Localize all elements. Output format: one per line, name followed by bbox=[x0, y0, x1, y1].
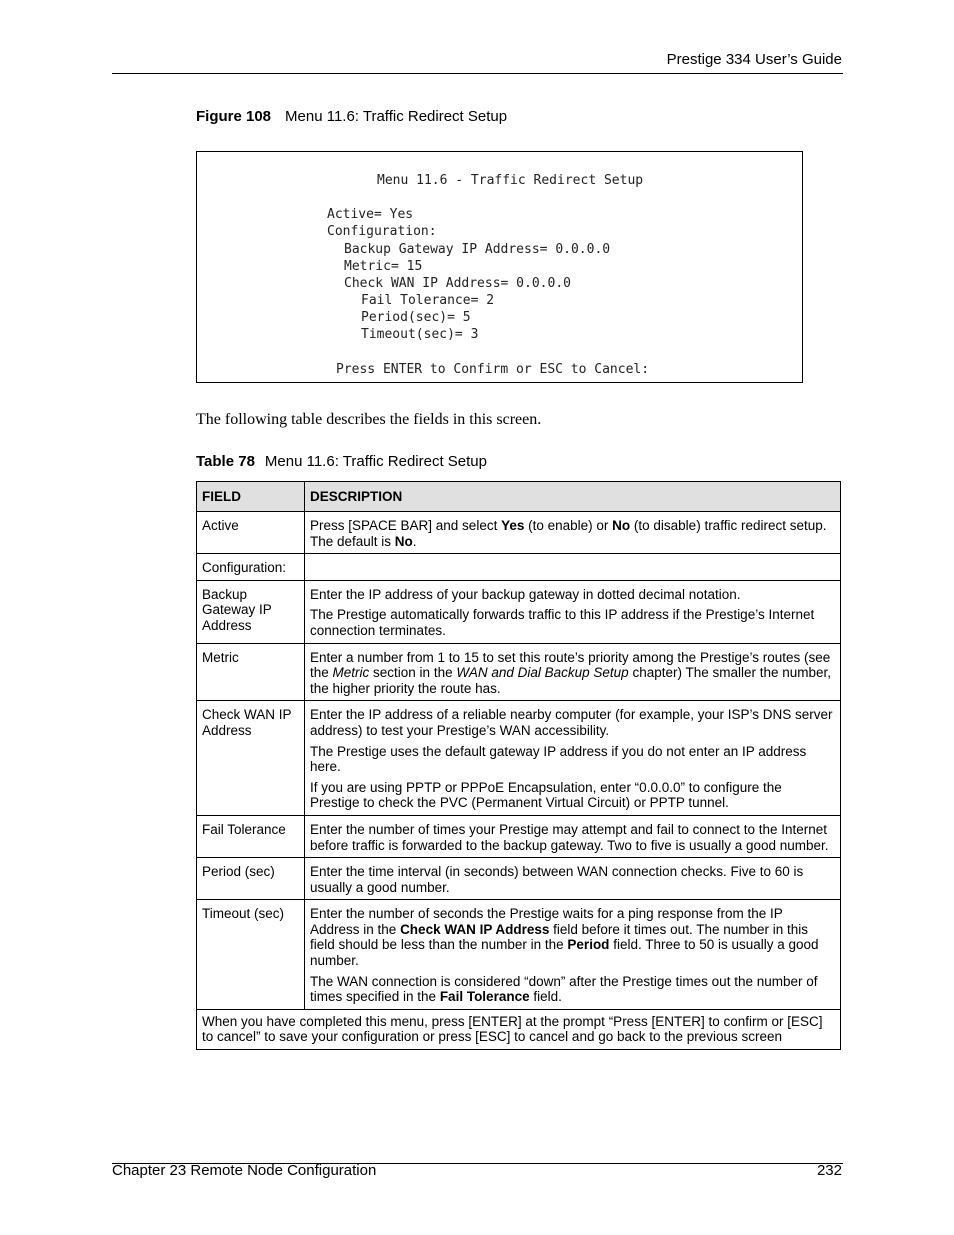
completion-note: When you have completed this menu, press [ENTER] at the prompt “Press [ENTER] to confirm or [ESC] to cancel” to save your configuration or press [ESC] to cancel and go back to the previous screen bbox=[197, 1009, 841, 1049]
field-name-cell: Fail Tolerance bbox=[197, 815, 305, 857]
table-row bbox=[197, 815, 841, 857]
description-paragraph: Enter the number of times your Prestige may attempt and fail to connect to the Internet before traffic is forwarded to the backup gateway. Two to five is usually a good number. bbox=[310, 821, 829, 853]
table-title: Menu 11.6: Traffic Redirect Setup bbox=[264, 453, 487, 470]
figure-title: Menu 11.6: Traffic Redirect Setup bbox=[285, 108, 508, 125]
terminal-active: Active= Yes bbox=[327, 207, 414, 222]
field-description-cell bbox=[305, 900, 841, 1010]
description-paragraph: Enter a number from 1 to 15 to set this route’s priority among the Prestige’s routes (see the Metric section in the WAN and Dial Backup Setup chapter) The smaller the number, the higher priority the route has. bbox=[310, 649, 832, 696]
field-description-cell bbox=[305, 554, 841, 581]
table-row bbox=[197, 858, 841, 900]
header-divider bbox=[112, 73, 843, 74]
table-caption bbox=[196, 453, 487, 470]
terminal-backup-gateway: Backup Gateway IP Address= 0.0.0.0 bbox=[344, 242, 611, 257]
field-description-cell bbox=[305, 512, 841, 554]
description-paragraph: Enter the time interval (in seconds) between WAN connection checks. Five to 60 is usually a good number. bbox=[310, 864, 804, 895]
page-number: 232 bbox=[816, 1162, 842, 1179]
table-header-row bbox=[197, 482, 841, 512]
header-title: Prestige 334 User’s Guide bbox=[666, 51, 842, 68]
description-paragraph: Enter the number of seconds the Prestige waits for a ping response from the IP Address in the Check WAN IP Address field before it times out. The number in this field should be less than the number in the Period field. Three to 50 is usually a good number. bbox=[310, 906, 819, 969]
table-body bbox=[197, 512, 841, 1050]
footer-chapter: Chapter 23 Remote Node Configuration bbox=[112, 1162, 377, 1179]
description-paragraph: Enter the IP address of a reliable nearby computer (for example, your ISP’s DNS server address) to test your Prestige’s WAN accessibility. bbox=[310, 707, 833, 738]
field-description-cell bbox=[305, 580, 841, 643]
table-row bbox=[197, 512, 841, 554]
field-description-cell bbox=[305, 815, 841, 857]
field-name-cell: Configuration: bbox=[197, 554, 305, 581]
field-name-cell: Timeout (sec) bbox=[197, 900, 305, 1010]
field-description-table bbox=[196, 481, 841, 1050]
terminal-check-wan-ip: Check WAN IP Address= 0.0.0.0 bbox=[344, 276, 571, 291]
field-description-cell bbox=[305, 643, 841, 701]
table-row bbox=[197, 900, 841, 1010]
figure-label: Figure 108 bbox=[196, 108, 272, 125]
figure-caption bbox=[196, 108, 507, 125]
description-paragraph: Enter the IP address of your backup gateway in dotted decimal notation. bbox=[310, 586, 741, 602]
table-label: Table 78 bbox=[196, 453, 255, 470]
header-field: FIELD bbox=[197, 482, 305, 512]
description-paragraph: If you are using PPTP or PPPoE Encapsulation, enter “0.0.0.0” to configure the Prestige to check the PVC (Permanent Virtual Circuit) or PPTP tunnel. bbox=[310, 779, 782, 811]
table-row bbox=[197, 554, 841, 581]
table-footer-row bbox=[197, 1009, 841, 1049]
terminal-screen bbox=[196, 151, 803, 383]
field-name-cell: Active bbox=[197, 512, 305, 554]
field-name-cell: Period (sec) bbox=[197, 858, 305, 900]
description-paragraph: The WAN connection is considered “down” after the Prestige times out the number of times specified in the Fail Tolerance field. bbox=[310, 973, 818, 1005]
description-paragraph: Press [SPACE BAR] and select Yes (to enable) or No (to disable) traffic redirect setup. The default is No. bbox=[310, 518, 827, 549]
intro-paragraph: The following table describes the fields in this screen. bbox=[196, 411, 542, 428]
terminal-period: Period(sec)= 5 bbox=[361, 310, 471, 325]
field-name-cell: Check WAN IP Address bbox=[197, 701, 305, 816]
terminal-prompt: Press ENTER to Confirm or ESC to Cancel: bbox=[336, 362, 650, 377]
field-name-cell: Metric bbox=[197, 643, 305, 701]
terminal-configuration: Configuration: bbox=[327, 224, 437, 239]
description-paragraph: The Prestige uses the default gateway IP address if you do not enter an IP address here. bbox=[310, 743, 807, 775]
description-paragraph: The Prestige automatically forwards traffic to this IP address if the Prestige’s Internet connection terminates. bbox=[310, 607, 815, 638]
terminal-metric: Metric= 15 bbox=[344, 259, 423, 274]
terminal-fail-tolerance: Fail Tolerance= 2 bbox=[361, 293, 495, 308]
field-description-cell bbox=[305, 701, 841, 816]
table-row bbox=[197, 701, 841, 816]
terminal-menu-title: Menu 11.6 - Traffic Redirect Setup bbox=[377, 173, 644, 188]
field-description-cell bbox=[305, 858, 841, 900]
terminal-timeout: Timeout(sec)= 3 bbox=[361, 327, 479, 342]
table-row bbox=[197, 643, 841, 701]
table-row bbox=[197, 580, 841, 643]
field-name-cell: Backup Gateway IP Address bbox=[197, 580, 305, 643]
header-description: DESCRIPTION bbox=[305, 482, 841, 512]
